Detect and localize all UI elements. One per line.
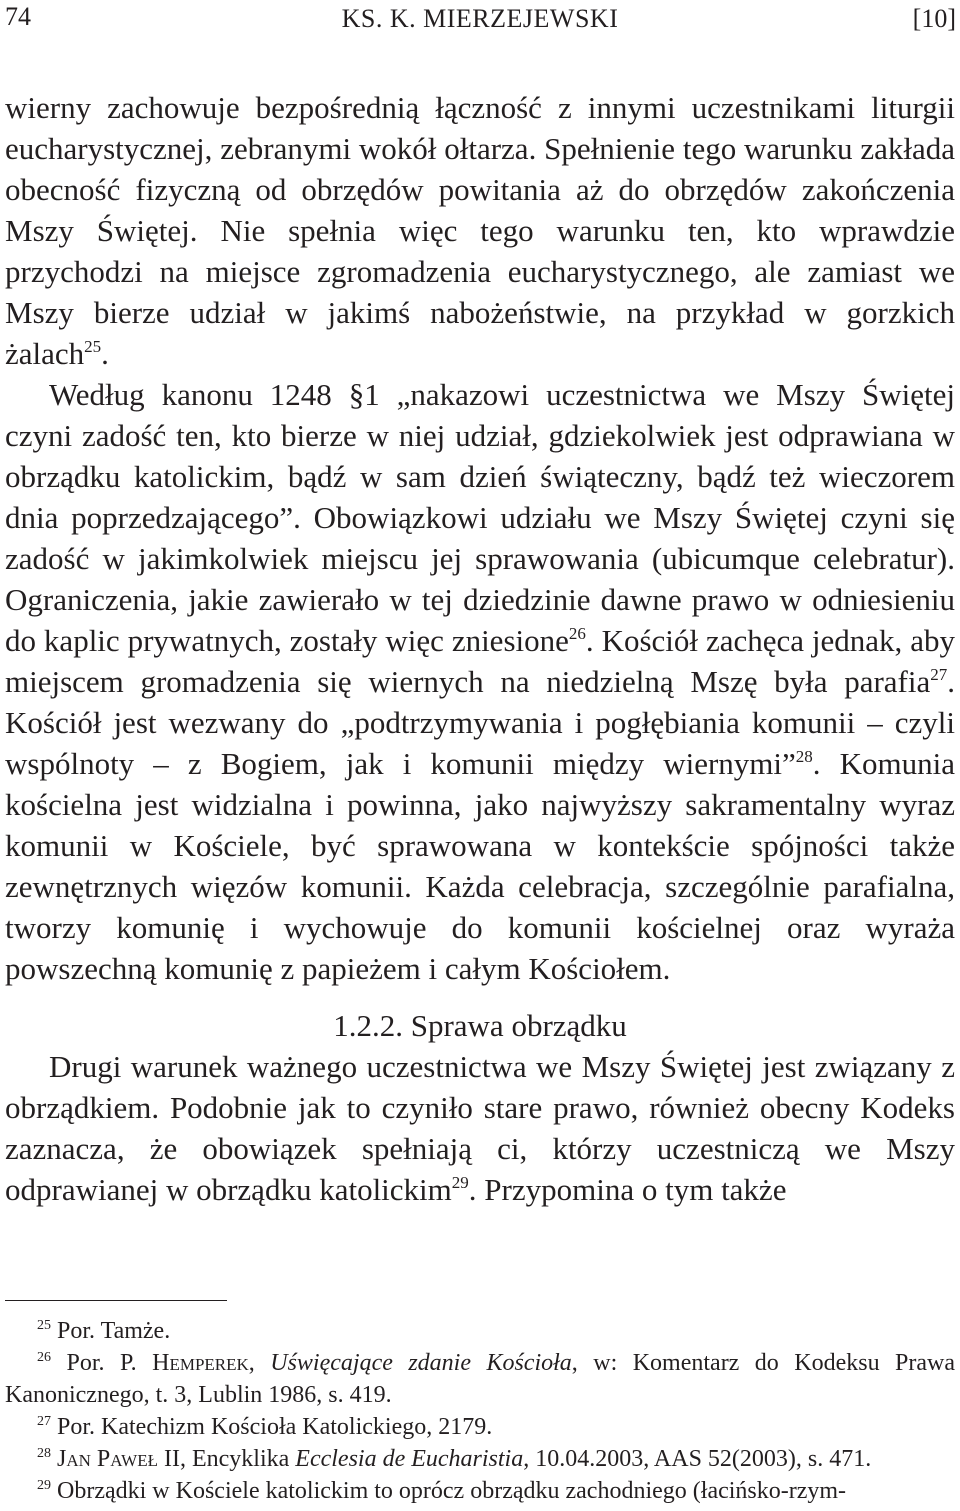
footnote-27 (5, 1411, 955, 1443)
paragraph-1-text: wierny zachowuje bezpośrednią łączność z innymi uczestnikami liturgii eucharystycznej, zebranymi wokół ołtarza. Spełnienie tego warunku zakłada obecność fizyczną od obrzędów powitania aż do obrzędów zakończenia Mszy Świętej. Nie spełnia więc tego warunku ten, kto wprawdzie przychodzi na miejsce zgromadzenia eucharystycznego, ale zamiast we Mszy bierze udział w jakimś nabożeństwie, na przykład w gorzkich żalach (5, 90, 955, 371)
footnote-ref-27: 27 (930, 665, 948, 684)
footnote-number: 29 (37, 1478, 51, 1493)
paragraph-3 (5, 1046, 955, 1210)
footnote-author: Hemperek (152, 1350, 249, 1376)
paragraph-1-end: . (101, 336, 109, 371)
page-header (0, 0, 960, 40)
footnote-text: Por. Katechizm Kościoła Katolickiego, 2179. (57, 1414, 493, 1440)
paragraph-2-text-a: Według kanonu 1248 §1 „nakazowi uczestnictwa we Mszy Świętej czyni zadość ten, kto bierze w niej udział, gdziekolwiek jest odprawiana w obrządku katolickim, bądź w sam dzień świąteczny, bądź też wieczorem dnia poprzedzającego”. Obowiązkowi udziału we Mszy Świętej czyni się zadość w jakimkolwiek miejscu jej sprawowania (ubicumque celebratur). Ograniczenia, jakie zawierało w tej dziedzinie dawne prawo w odniesieniu do kaplic prywatnych, zostały więc zniesione (5, 377, 955, 658)
paragraph-2-text-d: . Komunia kościelna jest widzialna i powinna, jako najwyższy sakramentalny wyraz komunii w Kościele, być sprawowana w kontekście spójności także zewnętrznych więzów komunii. Każda celebracja, szczególnie parafialna, tworzy komunię i wychowuje do komunii kościelnej oraz wyraża powszechną komunię z papieżem i całym Kościołem. (5, 746, 956, 986)
footnote-text: II, Encyklika (157, 1446, 296, 1472)
paragraph-2-text-c: . Kościół jest wezwany do „podtrzymywania i pogłębiania komunii – czyli wspólnoty – z Bogiem, jak i komunii między wiernymi” (5, 664, 955, 781)
footnote-title: Ecclesia de Eucharistia (295, 1446, 524, 1472)
footnote-text: , (248, 1350, 271, 1376)
footnote-28 (5, 1443, 955, 1475)
paragraph-1 (5, 87, 955, 374)
footnote-text: , 10.04.2003, AAS 52(2003), s. 471. (523, 1446, 872, 1472)
footnote-title: Uświęcające zdanie Kościoła (270, 1350, 572, 1376)
footnote-author: Jan Paweł (57, 1446, 158, 1472)
paragraph-2 (5, 374, 955, 989)
footnote-ref-29: 29 (451, 1173, 469, 1192)
footnote-number: 26 (37, 1350, 51, 1365)
footnote-text: , w: Komentarz do Kodeksu Prawa Kanonicznego, t. 3, Lublin 1986, s. 419. (5, 1350, 956, 1408)
footnote-number: 27 (37, 1414, 51, 1429)
footnote-26 (5, 1347, 955, 1411)
footnote-ref-28: 28 (795, 747, 813, 766)
footnotes (5, 1315, 955, 1507)
footnote-text: Por. Tamże. (57, 1318, 171, 1344)
footnote-divider (5, 1300, 227, 1301)
section-number: [10] (912, 4, 956, 33)
paragraph-3-text-b: . Przypomina o tym także (468, 1172, 787, 1207)
footnote-25 (5, 1315, 955, 1347)
footnote-ref-25: 25 (84, 337, 102, 356)
subheading: 1.2.2. Sprawa obrządku (333, 1008, 627, 1043)
footnote-text: Por. P. (66, 1350, 153, 1376)
page-number: 74 (5, 2, 31, 31)
footnote-ref-26: 26 (568, 624, 586, 643)
footnote-number: 28 (37, 1446, 51, 1461)
footnote-text: Obrządki w Kościele katolickim to oprócz obrządku zachodniego (łacińsko-rzym- (57, 1478, 847, 1504)
paragraph-3-text-a: Drugi warunek ważnego uczestnictwa we Mszy Świętej jest związany z obrządkiem. Podobnie jak to czyniło stare prawo, również obecny Kodeks zaznacza, że obowiązek spełniają ci, którzy uczestniczą we Mszy odprawianej w obrządku katolickim (5, 1049, 955, 1207)
paragraph-2-text-b: . Kościół zachęca jednak, aby miejscem gromadzenia się wiernych na niedzielną Mszę była parafia (5, 623, 955, 699)
footnote-number: 25 (37, 1318, 51, 1333)
running-title: KS. K. MIERZEJEWSKI (341, 4, 619, 33)
main-text (5, 87, 955, 1210)
footnote-29 (5, 1475, 955, 1507)
